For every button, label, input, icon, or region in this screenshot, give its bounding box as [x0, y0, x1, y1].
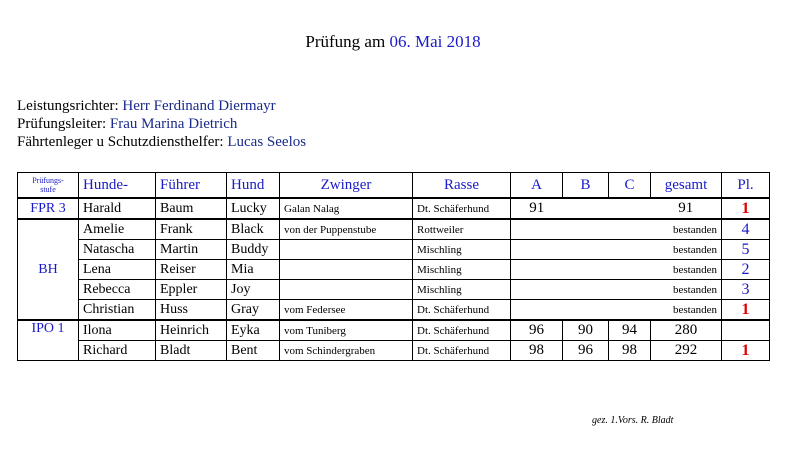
header-hund: Hund	[227, 173, 280, 199]
score-c-cell: 94	[609, 320, 651, 341]
title-prefix: Prüfung am	[305, 32, 386, 51]
header-c: C	[609, 173, 651, 199]
score-a-cell: 98	[511, 341, 563, 361]
fuehrer-cell: Eppler	[156, 280, 227, 300]
result-cell: bestanden	[511, 240, 722, 260]
rasse-cell: Dt. Schäferhund	[413, 198, 511, 219]
score-b-cell: 96	[563, 341, 609, 361]
stufe-cell: BH	[18, 219, 79, 320]
header-row	[18, 173, 770, 199]
tracklayer-name: Lucas Seelos	[227, 134, 307, 150]
rasse-cell: Dt. Schäferhund	[413, 320, 511, 341]
judge-line	[17, 97, 306, 115]
table-row	[18, 240, 770, 260]
header-pl: Pl.	[722, 173, 770, 199]
rasse-cell: Mischling	[413, 240, 511, 260]
hunde-cell: Amelie	[79, 219, 156, 240]
table-row	[18, 219, 770, 240]
table-row	[18, 198, 770, 219]
hund-cell: Bent	[227, 341, 280, 361]
total-cell: 292	[651, 341, 722, 361]
hunde-cell: Christian	[79, 300, 156, 321]
header-gesamt: gesamt	[651, 173, 722, 199]
hunde-cell: Lena	[79, 260, 156, 280]
tracklayer-line	[17, 133, 306, 151]
hunde-cell: Ilona	[79, 320, 156, 341]
score-c-cell: 98	[609, 341, 651, 361]
zwinger-cell: Galan Nalag	[280, 198, 413, 219]
place-cell: 3	[722, 280, 770, 300]
score-c-cell	[609, 198, 651, 219]
stufe-cell: FPR 3	[18, 198, 79, 219]
score-b-cell: 90	[563, 320, 609, 341]
fuehrer-cell: Reiser	[156, 260, 227, 280]
zwinger-cell	[280, 260, 413, 280]
header-b: B	[563, 173, 609, 199]
hunde-cell: Richard	[79, 341, 156, 361]
hund-cell: Black	[227, 219, 280, 240]
result-cell: bestanden	[511, 260, 722, 280]
officials-block	[17, 97, 306, 151]
hund-cell: Eyka	[227, 320, 280, 341]
rasse-cell: Dt. Schäferhund	[413, 300, 511, 321]
total-cell: 280	[651, 320, 722, 341]
header-stufe	[18, 173, 79, 199]
place-cell: 1	[722, 300, 770, 321]
score-a-cell: 91	[511, 198, 563, 219]
header-zwinger: Zwinger	[280, 173, 413, 199]
rasse-cell: Mischling	[413, 260, 511, 280]
fuehrer-cell: Bladt	[156, 341, 227, 361]
zwinger-cell: vom Federsee	[280, 300, 413, 321]
table-row	[18, 260, 770, 280]
zwinger-cell: vom Schindergraben	[280, 341, 413, 361]
score-b-cell	[563, 198, 609, 219]
place-cell: 1	[722, 341, 770, 361]
table-row	[18, 280, 770, 300]
hund-cell: Gray	[227, 300, 280, 321]
exam-date: 06. Mai 2018	[389, 32, 481, 51]
fuehrer-cell: Frank	[156, 219, 227, 240]
signature: gez. 1.Vors. R. Bladt	[592, 415, 674, 426]
group-bh	[18, 219, 770, 320]
hund-cell: Mia	[227, 260, 280, 280]
results-table	[17, 172, 770, 361]
page-title	[0, 32, 786, 52]
table-row	[18, 320, 770, 341]
leader-line	[17, 115, 306, 133]
header-a: A	[511, 173, 563, 199]
group-fpr3	[18, 198, 770, 219]
fuehrer-cell: Baum	[156, 198, 227, 219]
table-row	[18, 300, 770, 321]
group-ipo1	[18, 320, 770, 361]
header-rasse: Rasse	[413, 173, 511, 199]
hunde-cell: Natascha	[79, 240, 156, 260]
fuehrer-cell: Huss	[156, 300, 227, 321]
place-cell: 1	[722, 198, 770, 219]
rasse-cell: Mischling	[413, 280, 511, 300]
place-cell: 4	[722, 219, 770, 240]
header-stufe-text: Prüfungs- stufe	[32, 176, 64, 194]
judge-label: Leistungsrichter:	[17, 98, 119, 114]
result-cell: bestanden	[511, 300, 722, 321]
zwinger-cell	[280, 280, 413, 300]
rasse-cell: Rottweiler	[413, 219, 511, 240]
hund-cell: Lucky	[227, 198, 280, 219]
leader-label: Prüfungsleiter:	[17, 116, 107, 132]
score-a-cell: 96	[511, 320, 563, 341]
result-cell: bestanden	[511, 280, 722, 300]
result-cell: bestanden	[511, 219, 722, 240]
stufe-cell: IPO 1	[18, 320, 79, 361]
leader-name: Frau Marina Dietrich	[109, 116, 238, 132]
hund-cell: Joy	[227, 280, 280, 300]
zwinger-cell: von der Puppenstube	[280, 219, 413, 240]
rasse-cell: Dt. Schäferhund	[413, 341, 511, 361]
header-fuehrer: Führer	[156, 173, 227, 199]
hunde-cell: Rebecca	[79, 280, 156, 300]
place-cell	[722, 320, 770, 341]
header-hunde: Hunde-	[79, 173, 156, 199]
fuehrer-cell: Heinrich	[156, 320, 227, 341]
fuehrer-cell: Martin	[156, 240, 227, 260]
zwinger-cell	[280, 240, 413, 260]
place-cell: 2	[722, 260, 770, 280]
zwinger-cell: vom Tuniberg	[280, 320, 413, 341]
tracklayer-label: Fährtenleger u Schutzdiensthelfer:	[17, 134, 224, 150]
place-cell: 5	[722, 240, 770, 260]
total-cell: 91	[651, 198, 722, 219]
judge-name: Herr Ferdinand Diermayr	[122, 98, 276, 114]
hunde-cell: Harald	[79, 198, 156, 219]
table-row	[18, 341, 770, 361]
hund-cell: Buddy	[227, 240, 280, 260]
